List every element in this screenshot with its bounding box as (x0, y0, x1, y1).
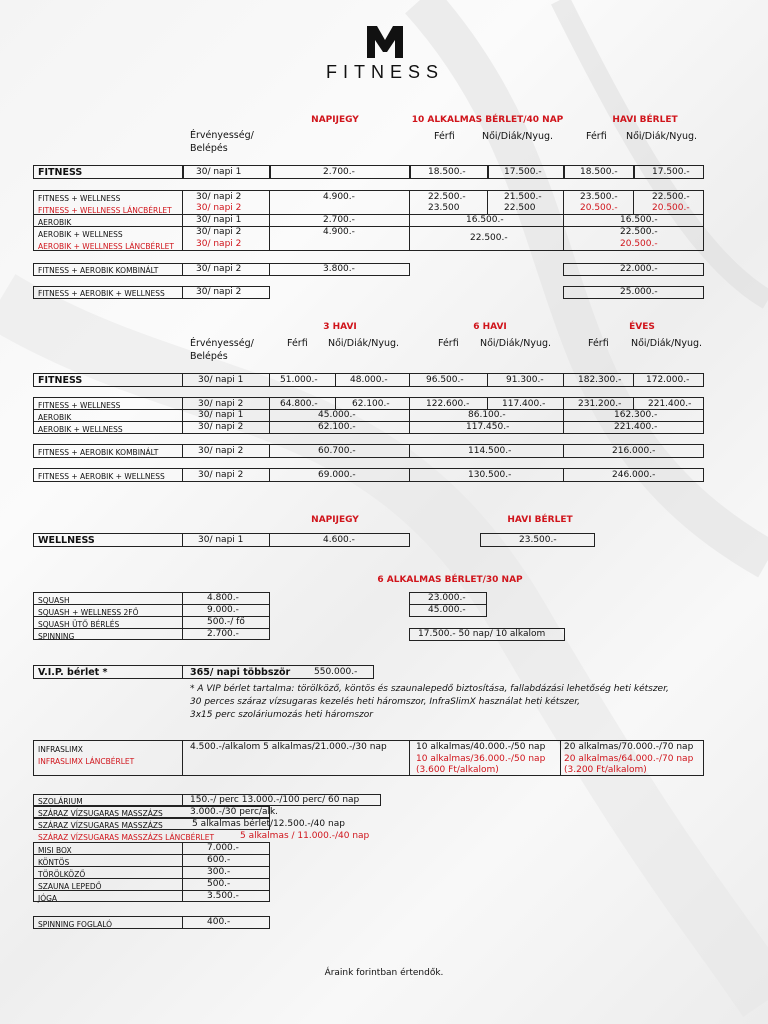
cell-divider (633, 373, 634, 387)
cell-divider (409, 397, 410, 434)
row-price: 9.000.- (207, 605, 239, 615)
row-a: 22.500.- (470, 233, 508, 243)
row-a-f: 18.500.- (428, 167, 466, 177)
cell-divider (487, 397, 488, 409)
row-napi: 4.600.- (323, 535, 355, 545)
row-name: SZAUNA LEPEDŐ (38, 882, 102, 891)
cell-divider (335, 397, 336, 409)
row-a: 16.500.- (466, 215, 504, 225)
row-price: 4.800.- (207, 593, 239, 603)
row-valid: 30/ napi 1 (198, 410, 244, 420)
row-a-n: 21.500.- (504, 192, 542, 202)
cell-divider (409, 165, 411, 179)
row-h-f: 23.500.- (580, 192, 618, 202)
row-h-n: 22.500.- (652, 192, 690, 202)
row-a: 60.700.- (318, 446, 356, 456)
cell-divider (182, 665, 183, 679)
row-name: SPINNING (38, 632, 75, 641)
row-name: AEROBIK + WELLNESS (38, 230, 123, 239)
row-name: SQUASH (38, 596, 70, 605)
cell-divider (182, 165, 184, 179)
cell-divider (182, 740, 183, 776)
label-noi: Női/Diák/Nyug. (626, 131, 698, 142)
row-napi: 2.700.- (323, 167, 355, 177)
row-c: 130.500.- (468, 470, 512, 480)
label-noi: Női/Diák/Nyug. (480, 338, 552, 349)
row-havi: 23.500.- (519, 535, 557, 545)
cell-divider (563, 468, 564, 482)
row-h: 22.000.- (620, 264, 658, 274)
row-napi: 4.900.- (323, 227, 355, 237)
cell-divider (633, 190, 634, 214)
row-name: SZOLÁRIUM (38, 797, 83, 806)
infra-c3: 20 alkalmas/70.000.-/70 nap (564, 742, 694, 752)
cell-divider (409, 190, 410, 251)
vip-note: 3x15 perc szoláriumozás heti háromszor (190, 710, 373, 720)
cell-divider (182, 444, 183, 458)
row-a-n: 22.500 (504, 203, 536, 213)
row-valid: 30/ napi 2 (198, 422, 244, 432)
row-name: INFRASLIMX (38, 745, 83, 754)
row-e: 231.200.- (578, 399, 622, 409)
row-price: 3.500.- (207, 891, 239, 901)
header-napijegy: NAPIJEGY (311, 515, 359, 525)
header-3-havi: 3 HAVI (323, 322, 357, 332)
header-6-alkalmas: 6 ALKALMAS BÉRLET/30 NAP (377, 575, 523, 585)
row-price: 500.- (207, 879, 231, 889)
infra-c2: 10 alkalmas/36.000.-/50 nap (416, 754, 546, 764)
row-name: TÖRÖLKÖZŐ (38, 870, 86, 879)
row-price: 300.- (207, 867, 231, 877)
infra-c2: (3.600 Ft/alkalom) (416, 765, 499, 775)
row-name: SPINNING FOGLALÓ (38, 920, 113, 929)
row-name: FITNESS + WELLNESS LÁNCBÉRLET (38, 206, 172, 215)
cell-divider (269, 397, 270, 434)
vip-note: * A VIP bérlet tartalma: törölköző, köntös és szaunalepedő biztosítása, fallabdázási lehetőség heti kétszer, (190, 684, 669, 694)
row-b: 45.000.- (428, 605, 466, 615)
cell-divider (182, 263, 183, 276)
cell-divider (335, 373, 336, 387)
row-a: 64.800.- (280, 399, 318, 409)
row-a-n: 17.500.- (504, 167, 542, 177)
row-name: MISI BOX (38, 846, 72, 855)
row-name: AEROBIK + WELLNESS (38, 425, 123, 434)
infra-c1: 4.500.-/alkalom 5 alkalmas/21.000.-/30 nap (190, 742, 387, 752)
cell-divider (563, 190, 564, 251)
cell-divider (182, 533, 183, 547)
row-line (33, 226, 704, 227)
row-a: 69.000.- (318, 470, 356, 480)
cell-divider (182, 397, 183, 434)
cell-divider (633, 397, 634, 409)
row-valid: 30/ napi 2 (196, 192, 242, 202)
row-a: 51.000.- (280, 375, 318, 385)
cell-divider (182, 286, 183, 299)
row-name: FITNESS + AEROBIK + WELLNESS (38, 289, 165, 298)
row-valid: 30/ napi 1 (196, 167, 242, 177)
row-price: 500.-/ fő (207, 617, 245, 627)
cell-divider (409, 468, 410, 482)
label-ferfi: Férfi (287, 338, 308, 349)
cell-divider (563, 165, 565, 179)
label-noi: Női/Diák/Nyug. (631, 338, 703, 349)
row-a-f: 22.500.- (428, 192, 466, 202)
row-price: 600.- (207, 855, 231, 865)
logo (325, 24, 444, 82)
row-h: 16.500.- (620, 215, 658, 225)
row-c: 114.500.- (468, 446, 512, 456)
row-name: INFRASLIMX LÁNCBÉRLET (38, 757, 135, 766)
row-price: 400.- (207, 917, 231, 927)
cell-divider (269, 373, 270, 387)
cell-divider (560, 740, 561, 776)
row-name: SZÁRAZ VÍZSUGARAS MASSZÁZS (38, 821, 163, 830)
cell-divider (563, 397, 564, 434)
label-ferfi: Férfi (586, 131, 607, 142)
row-e: 162.300.- (614, 410, 658, 420)
row-e: 246.000.- (612, 470, 656, 480)
cell-divider (487, 165, 489, 179)
row-name: FITNESS (38, 375, 83, 386)
cell-divider (182, 592, 183, 640)
row-valid: 30/ napi 2 (198, 399, 244, 409)
row-valid: 30/ napi 2 (198, 470, 244, 480)
cell-divider (563, 444, 564, 458)
logo-text: FITNESS (325, 62, 444, 82)
cell-divider (633, 165, 635, 179)
cell-divider (182, 794, 183, 806)
cell-divider (182, 373, 183, 387)
row-valid: 30/ napi 2 (196, 203, 242, 213)
row-name: WELLNESS (38, 535, 95, 546)
row-line (33, 421, 704, 422)
row-e: 182.300.- (578, 375, 622, 385)
row-napi: 4.900.- (323, 192, 355, 202)
cell-divider (269, 468, 270, 482)
label-belepes: Belépés (190, 143, 228, 154)
row-valid: 30/ napi 1 (196, 215, 242, 225)
infra-c3: (3.200 Ft/alkalom) (564, 765, 647, 775)
row-price: 150.-/ perc 13.000.-/100 perc/ 60 nap (190, 795, 360, 805)
row-f: 221.400.- (648, 399, 692, 409)
header-napijegy: NAPIJEGY (311, 115, 359, 125)
label-noi: Női/Diák/Nyug. (482, 131, 554, 142)
row-h-f: 18.500.- (580, 167, 618, 177)
row-b: 17.500.- 50 nap/ 10 alkalom (418, 629, 546, 639)
infra-c3: 20 alkalmas/64.000.-/70 nap (564, 754, 694, 764)
row-valid: 30/ napi 2 (196, 227, 242, 237)
row-name: JÓGA (38, 894, 58, 903)
row-e: 216.000.- (612, 446, 656, 456)
row-price: 3.000.-/30 perc/alk. (190, 807, 279, 817)
cell-divider (409, 373, 410, 387)
header-eves: ÉVES (629, 322, 655, 332)
footer-note: Áraink forintban értendők. (324, 968, 444, 978)
row-name: AEROBIK + WELLNESS LÁNCBÉRLET (38, 242, 174, 251)
row-name: FITNESS + WELLNESS (38, 194, 121, 203)
cell-divider (182, 842, 183, 902)
row-price: 2.700.- (207, 629, 239, 639)
cell-divider (182, 916, 183, 929)
row-name: FITNESS + AEROBIK + WELLNESS (38, 472, 165, 481)
label-ervenyesseg: Érvényesség/ (190, 338, 254, 349)
row-name: KÖNTÖS (38, 858, 70, 867)
row-valid: 30/ napi 1 (198, 535, 244, 545)
cell-divider (182, 468, 183, 482)
cell-divider (409, 444, 410, 458)
row-c: 122.600.- (426, 399, 470, 409)
header-6-havi: 6 HAVI (473, 322, 507, 332)
cell-divider (487, 190, 488, 214)
cell-divider (269, 165, 271, 179)
row-price: 5 alkalmas / 11.000.-/40 nap (240, 831, 370, 841)
cell-divider (409, 740, 410, 776)
row-valid: 30/ napi 2 (196, 287, 242, 297)
row-name: FITNESS (38, 167, 83, 178)
row-b: 23.000.- (428, 593, 466, 603)
row-name: FITNESS + WELLNESS (38, 401, 121, 410)
cell-divider (182, 190, 183, 251)
cell-divider (487, 373, 488, 387)
row-napi: 2.700.- (323, 215, 355, 225)
row-a: 45.000.- (318, 410, 356, 420)
row-a-f: 23.500 (428, 203, 460, 213)
row-e: 221.400.- (614, 422, 658, 432)
cell-divider (269, 190, 270, 251)
row-b: 48.000.- (350, 375, 388, 385)
label-ervenyesseg: Érvényesség/ (190, 130, 254, 141)
infra-c2: 10 alkalmas/40.000.-/50 nap (416, 742, 546, 752)
row-price: 7.000.- (207, 843, 239, 853)
cell-divider (269, 263, 270, 276)
header-havi: HAVI BÉRLET (612, 115, 678, 125)
row-valid: 30/ napi 1 (198, 375, 244, 385)
row-d: 91.300.- (506, 375, 544, 385)
label-noi: Női/Diák/Nyug. (328, 338, 400, 349)
row-c: 96.500.- (426, 375, 464, 385)
row-a: 62.100.- (318, 422, 356, 432)
row-f: 172.000.- (646, 375, 690, 385)
row-b: 62.100.- (352, 399, 390, 409)
row-name: SZÁRAZ VÍZSUGARAS MASSZÁZS LÁNCBÉRLET (38, 833, 215, 842)
row-valid: 30/ napi 2 (198, 446, 244, 456)
cell-divider (269, 533, 270, 547)
row-name: AEROBIK (38, 218, 72, 227)
vip-price: 550.000.- (314, 667, 358, 677)
vip-note: 30 perces száraz vízsugaras kezelés heti háromszor, InfraSlimX használat heti kétszer, (190, 697, 581, 707)
label-ferfi: Férfi (588, 338, 609, 349)
header-havi: HAVI BÉRLET (507, 515, 573, 525)
vip-name: V.I.P. bérlet * (38, 667, 108, 678)
row-name: FITNESS + AEROBIK KOMBINÁLT (38, 448, 159, 457)
row-valid: 30/ napi 2 (196, 239, 242, 249)
label-belepes: Belépés (190, 351, 228, 362)
cell-divider (563, 373, 564, 387)
label-ferfi: Férfi (434, 131, 455, 142)
row-name: SZÁRAZ VÍZSUGARAS MASSZÁZS (38, 809, 163, 818)
row-name: SQUASH ÜTŐ BÉRLÉS (38, 620, 120, 629)
header-10-alkalmas: 10 ALKALMAS BÉRLET/40 NAP (411, 115, 564, 125)
row-h: 22.500.- (620, 227, 658, 237)
row-c: 117.450.- (466, 422, 510, 432)
row-h: 20.500.- (620, 239, 658, 249)
row-price: 5 alkalmas bérlet/12.500.-/40 nap (192, 819, 345, 829)
row-name: SQUASH + WELLNESS 2FŐ (38, 608, 139, 617)
row-h-n: 20.500.- (652, 203, 690, 213)
row-name: AEROBIK (38, 413, 72, 422)
row-h-f: 20.500.- (580, 203, 618, 213)
cell-divider (269, 444, 270, 458)
vip-valid: 365/ napi többször (190, 667, 291, 678)
row-c: 86.100.- (468, 410, 506, 420)
row-valid: 30/ napi 2 (196, 264, 242, 274)
row-h: 25.000.- (620, 287, 658, 297)
label-ferfi: Férfi (438, 338, 459, 349)
logo-m-icon (365, 24, 405, 58)
row-napi: 3.800.- (323, 264, 355, 274)
row-d: 117.400.- (502, 399, 546, 409)
row-h-n: 17.500.- (652, 167, 690, 177)
row-name: FITNESS + AEROBIK KOMBINÁLT (38, 266, 159, 275)
